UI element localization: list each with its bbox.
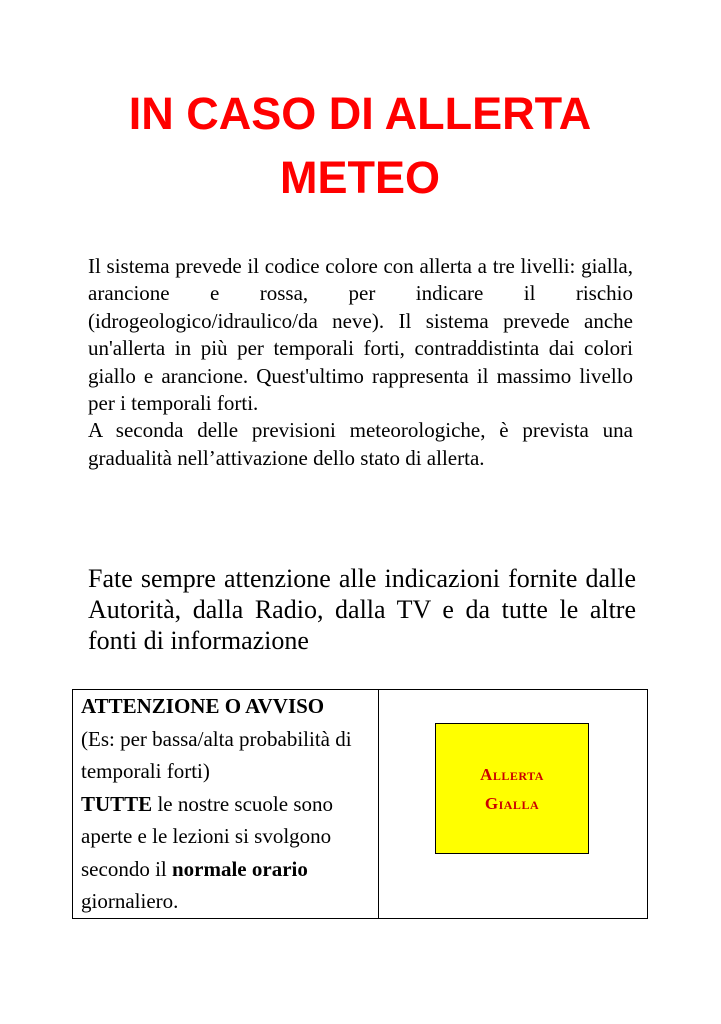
instructions-text-1: le nostre scuole sono aperte e le lezioni si svolgono secondo il [81, 791, 333, 881]
alert-instructions [81, 788, 378, 918]
page-title [60, 82, 660, 210]
yellow-alert-badge [435, 723, 589, 854]
all-bold-text: TUTTE [81, 791, 153, 816]
badge-line-1: Allerta [480, 764, 544, 784]
title-line-2: METEO [279, 152, 440, 203]
intro-paragraph-1: Il sistema prevede il codice colore con allerta a tre livelli: gialla, arancione e rossa, per indicare il rischio (idrogeologico/idraulico/da neve). Il sistema prevede anche un'allerta in più per temporali forti, contraddistinta dai colori giallo e arancione. Quest'ultimo rappresenta il massimo livello per i temporali forti. [88, 254, 633, 416]
table-row [73, 690, 648, 919]
notice-text: Fate sempre attenzione alle indicazioni fornite dalle Autorità, dalla Radio, dalla TV e da tutte le altre fonti di informazione [88, 564, 636, 655]
alert-description-cell [73, 690, 379, 919]
alert-badge-cell [379, 690, 648, 919]
intro-text [88, 253, 633, 472]
instructions-text-2: giornaliero. [81, 889, 179, 913]
alert-description [81, 690, 378, 918]
normal-hours-text: normale orario [171, 856, 308, 881]
alert-heading: ATTENZIONE O AVVISO [81, 694, 325, 718]
intro-paragraph-2: A seconda delle previsioni meteorologiche, è prevista una gradualità nell’attivazione dello stato di allerta. [88, 418, 633, 470]
alert-example: (Es: per bassa/alta probabilità di temporali forti) [81, 726, 352, 783]
title-line-1: IN CASO DI ALLERTA [128, 88, 592, 139]
badge-line-2: Gialla [484, 793, 540, 813]
alert-table [72, 689, 648, 919]
